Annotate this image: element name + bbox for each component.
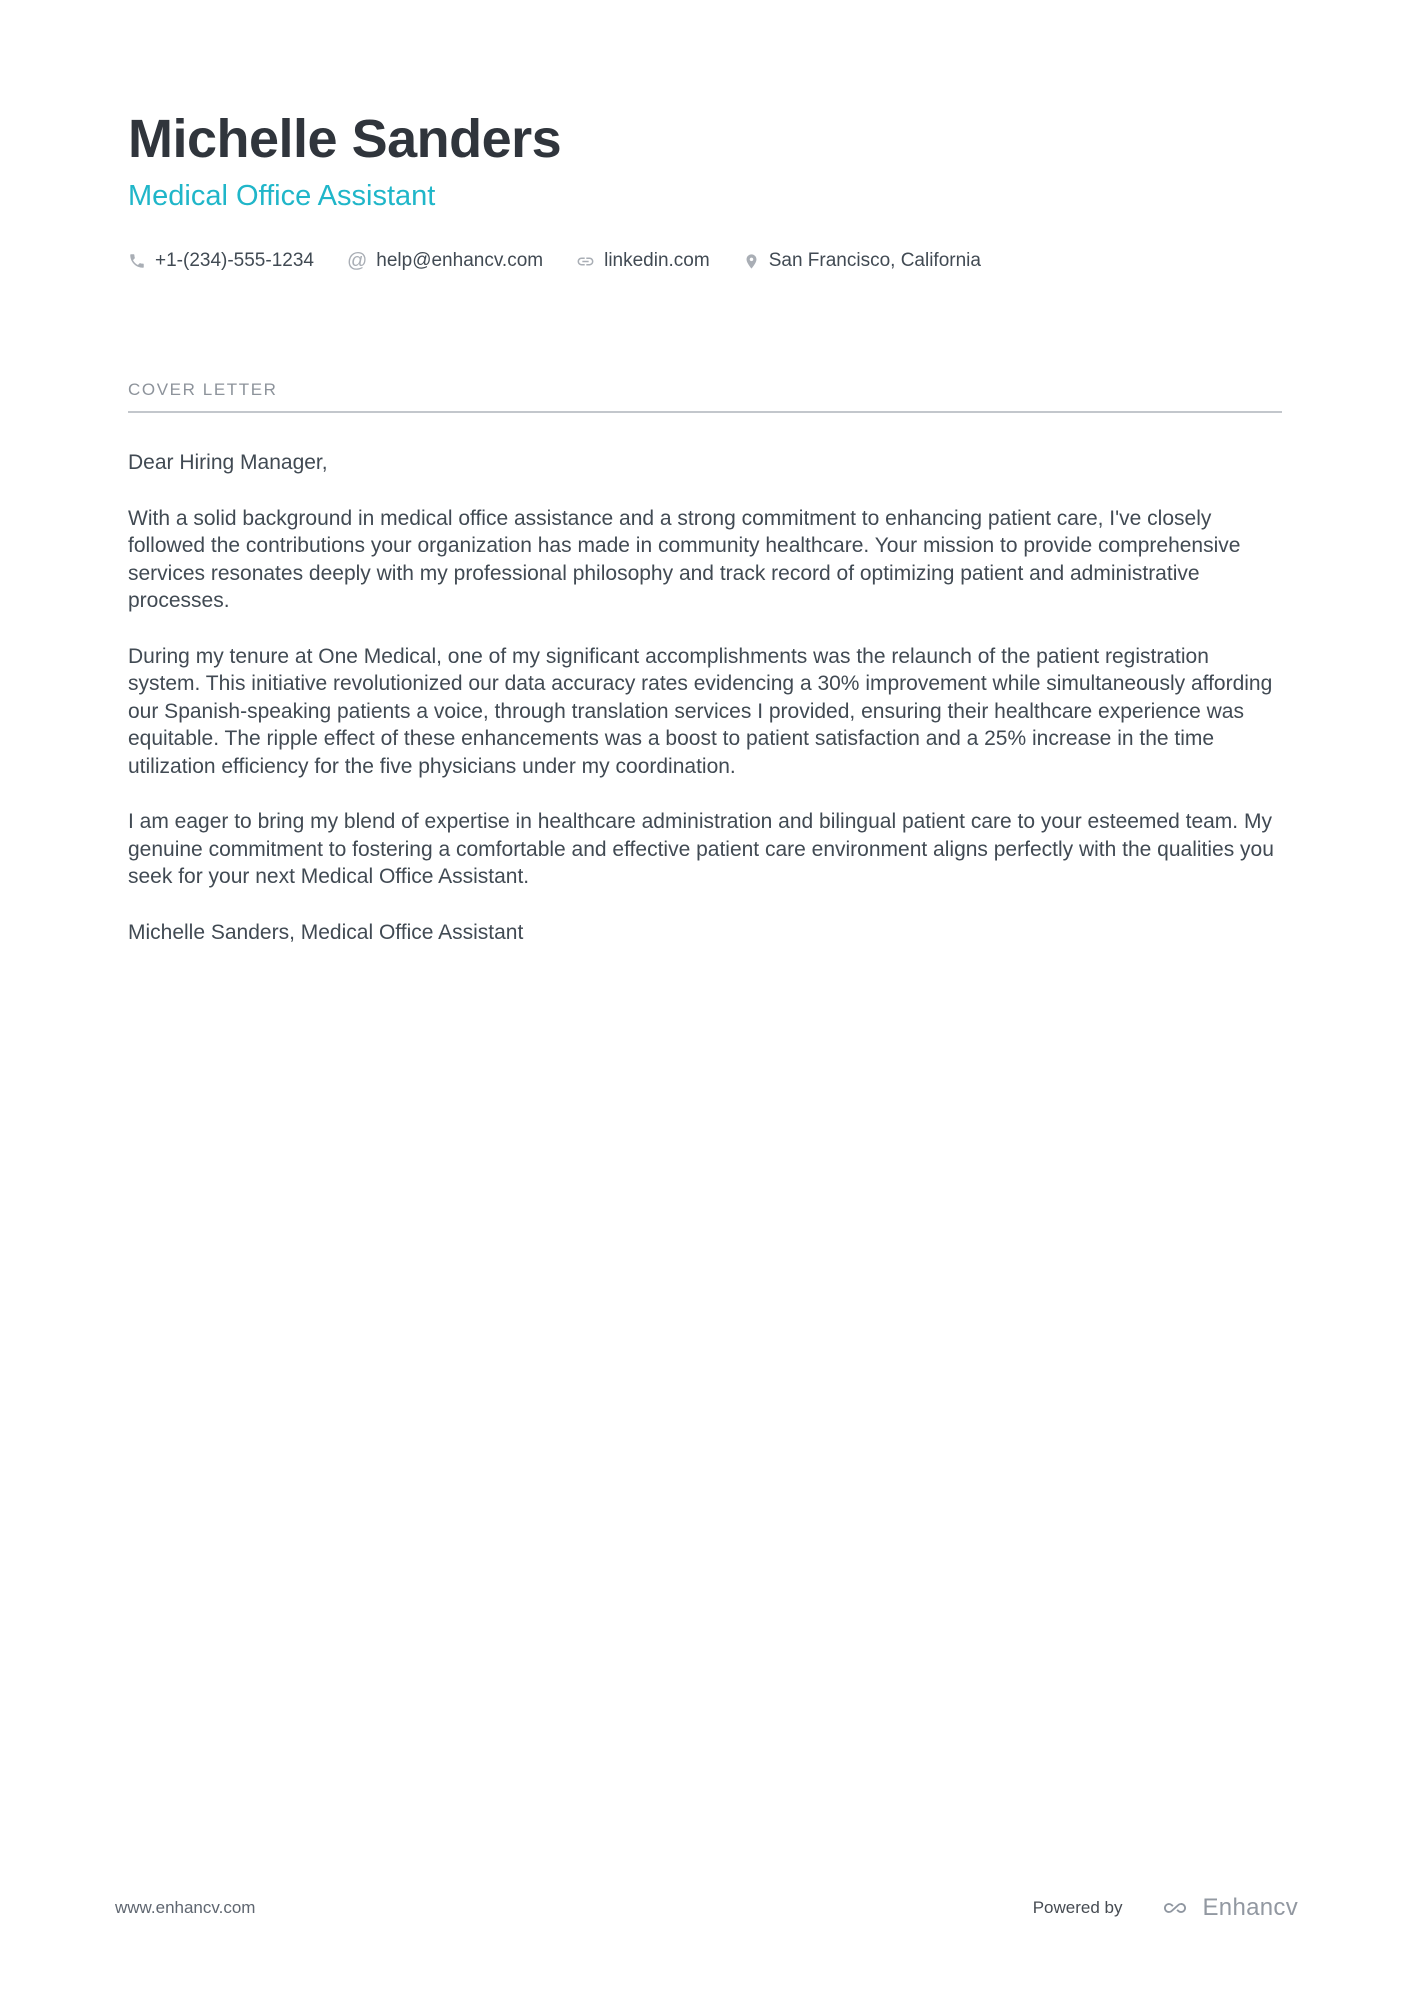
page-footer <box>115 1894 1298 1922</box>
contact-linkedin-text: linkedin.com <box>604 250 710 272</box>
page-content <box>0 0 1410 946</box>
enhancv-logo <box>1157 1894 1299 1922</box>
contact-phone-text: +1-(234)-555-1234 <box>155 250 314 272</box>
letter-paragraph: With a solid background in medical office assistance and a strong commitment to enhancing patient care, I've closely followed the contributions your organization has made in community healthcare. Your mission to provide comprehensive services resonates deeply with my professional philosophy and track record of optimizing patient and administrative processes. <box>128 506 1241 613</box>
footer-website: www.enhancv.com <box>115 1898 256 1917</box>
contact-location-text: San Francisco, California <box>768 250 981 272</box>
contact-location <box>743 250 981 272</box>
person-title: Medical Office Assistant <box>128 180 436 213</box>
section-divider <box>128 411 1282 413</box>
contact-email <box>347 250 543 272</box>
letter-body <box>128 449 1282 946</box>
letter-signature: Michelle Sanders, Medical Office Assistant <box>128 920 524 944</box>
contact-email-text: help@enhancv.com <box>376 250 544 272</box>
infinity-icon <box>1157 1897 1193 1919</box>
contact-row <box>128 250 1282 272</box>
location-pin-icon <box>743 253 760 270</box>
letter-paragraph: During my tenure at One Medical, one of my significant accomplishments was the relaunch of the patient registration system. This initiative revolutionized our data accuracy rates evidencing a 30% improvement while simultaneously affording our Spanish-speaking patients a voice, through translation services I provided, ensuring their healthcare experience was equitable. The ripple effect of these enhancements was a boost to patient satisfaction and a 25% increase in the time utilization efficiency for the five physicians under my coordination. <box>128 644 1273 778</box>
phone-icon <box>128 252 146 270</box>
brand-name: Enhancv <box>1202 1894 1298 1921</box>
section-title: COVER LETTER <box>128 380 278 400</box>
header <box>128 110 1282 272</box>
at-sign-icon: @ <box>346 250 368 273</box>
link-icon <box>576 252 595 271</box>
contact-linkedin <box>576 250 710 272</box>
person-name: Michelle Sanders <box>128 109 562 169</box>
letter-salutation: Dear Hiring Manager, <box>128 451 328 475</box>
letter-paragraph: I am eager to bring my blend of expertise in healthcare administration and bilingual patient care to your esteemed team. My genuine commitment to fostering a comfortable and effective patient care environment aligns perfectly with the qualities you seek for your next Medical Office Assistant. <box>128 810 1274 889</box>
cover-letter-section <box>128 380 1282 946</box>
powered-by-group <box>1033 1894 1298 1922</box>
contact-phone <box>128 250 314 272</box>
powered-by-label: Powered by <box>1032 1898 1123 1917</box>
